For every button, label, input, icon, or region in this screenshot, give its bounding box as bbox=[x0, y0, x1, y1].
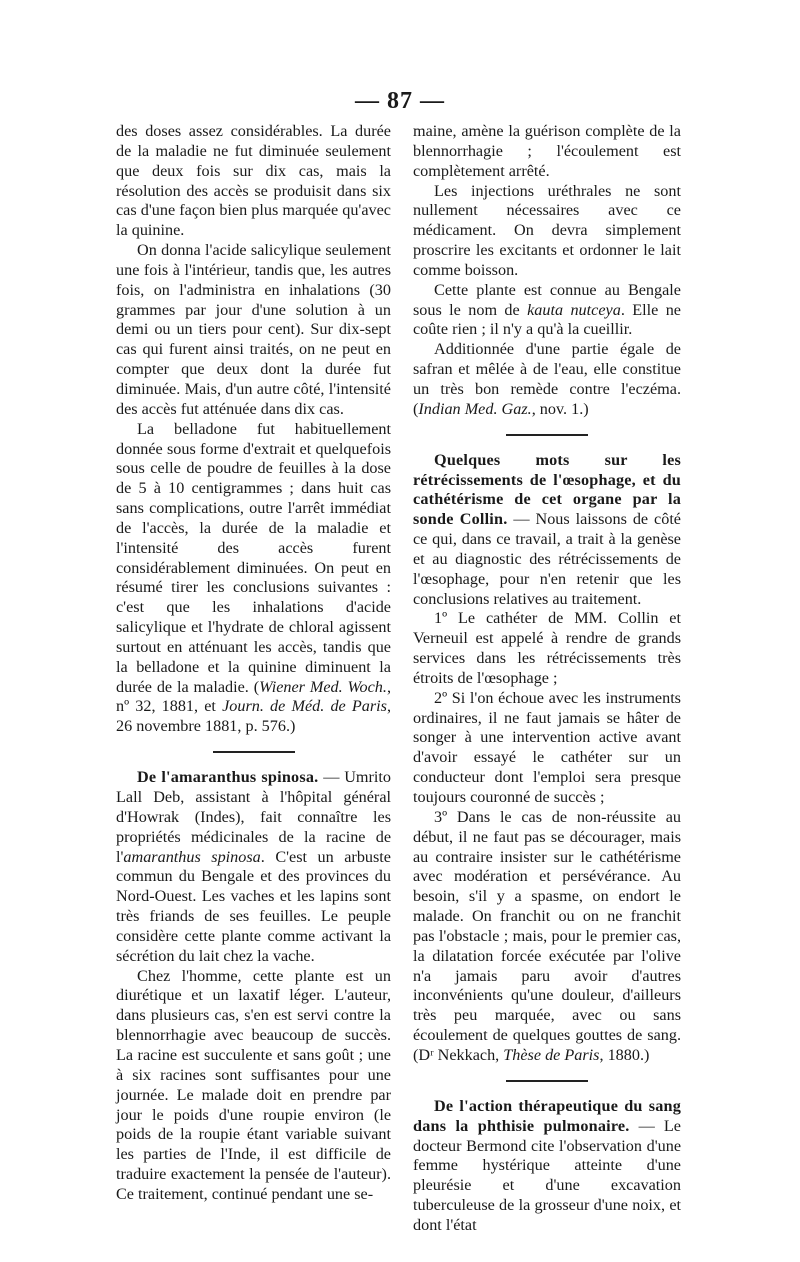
paragraph-text: — Nous laissons de côté ce qui, dans ce travail, a trait à la genèse et au diagnostic des rétrécissements de l'œsophage, pour n'en retenir que les conclusions relatives au traitement. bbox=[413, 510, 681, 608]
section-divider bbox=[213, 751, 295, 753]
paragraph bbox=[116, 768, 391, 966]
paragraph bbox=[413, 808, 681, 1066]
paragraph bbox=[413, 1097, 681, 1236]
paragraph-text: , 26 novembre 1881, p. 576.) bbox=[116, 697, 391, 736]
paragraph: des doses assez considérables. La durée de la maladie ne fut diminuée seulement que deux fois sur dix cas, mais la résolution des accès se produisit dans six cas d'une façon bien plus marquée qu'avec la quinine. bbox=[116, 122, 391, 240]
paragraph-text: — Umrito Lall Deb, assistant à l'hôpital général d'Howrak (Indes), fait connaître les propriétés médicinales de la racine de l' bbox=[116, 768, 391, 866]
page-number: — 87 — bbox=[355, 88, 445, 114]
paragraph: Les injections uréthrales ne sont nullement nécessaires avec ce médicament. On devra simplement proscrire les excitants et ordonner le lait comme boisson. bbox=[413, 181, 681, 279]
paragraph bbox=[413, 340, 681, 419]
paragraph-text: , 1880.) bbox=[599, 1045, 650, 1064]
latin-name: amaranthus spinosa bbox=[123, 847, 261, 866]
paragraph-text: Additionnée d'une partie égale de safran et mêlée à de l'eau, elle constitue un très bon remède contre l'eczéma. ( bbox=[413, 340, 681, 418]
section-divider bbox=[506, 1080, 588, 1082]
paragraph-text: . Elle ne coûte rien ; il n'y a qu'à la cueillir. bbox=[413, 300, 681, 339]
paragraph-text: . C'est un arbuste commun du Bengale et des provinces du Nord-Ouest. Les vaches et les lapins sont très friands de ses feuilles. Le peuple considère cette plante comme activant la sécrétion du lait chez la vache. bbox=[116, 847, 391, 965]
paragraph: 1º Le cathéter de MM. Collin et Verneuil est appelé à rendre de grands services dans les rétrécissements très étroits de l'œsophage ; bbox=[413, 609, 681, 687]
paragraph-text: 3º Dans le cas de non-réussite au début, il ne faut pas se décourager, mais au contraire insister sur le cathétérisme avec modération et persévérance. Au besoin, s'il y a spasme, on endort le malade. On franchit ou on ne franchit pas l'obstacle ; mais, pour le premier cas, la dilatation forcée exécutée par l'olive n'a jamais paru avoir d'autres inconvénients qu'une douleur, d'ailleurs très peu marquée, avec ou sans écoulement de quelques gouttes de sang. (Dʳ Nekkach, bbox=[413, 807, 681, 1064]
paragraph: maine, amène la guérison complète de la blennorrhagie ; l'écoulement est complètement arrêté. bbox=[413, 122, 681, 180]
left-column bbox=[116, 122, 391, 1205]
paragraph-text: La belladone fut habituellement donnée sous forme d'extrait et quelquefois sous celle de poudre de feuilles à la dose de 5 à 10 centigrammes ; dans huit cas sans complications, outre l'arrêt immédiat de l'accès, la durée de la maladie et l'intensité des accès furent considérablement diminuées. On peut en résumé tirer les conclusions suivantes : c'est que les inhalations d'acide salicylique et l'hydrate de chloral agissent surtout en atténuant les accès, tandis que la belladone et la quinine diminuent la durée de la maladie. ( bbox=[116, 419, 391, 696]
right-column bbox=[413, 122, 681, 1236]
section-heading: De l'action thérapeutique du sang dans la phthisie pulmonaire. bbox=[413, 1096, 681, 1135]
paragraph-text: Cette plante est connue au Bengale sous le nom de bbox=[413, 280, 681, 319]
paragraph bbox=[413, 281, 681, 341]
paragraph bbox=[413, 451, 681, 610]
paragraph: On donna l'acide salicylique seulement une fois à l'intérieur, tandis que, les autres fois, on l'administra en inhalations (30 grammes par jour d'une solution à un demi ou un tiers pour cent). Sur dix-sept cas qui furent ainsi traités, on ne peut en compter que deux dont la durée fut diminuée. Mais, d'un autre côté, l'intensité des accès fut atténuée dans dix cas. bbox=[116, 241, 391, 418]
paragraph: 2º Si l'on échoue avec les instruments ordinaires, il ne faut jamais se hâter de songer à une intervention active avant d'avoir essayé le cathéter sur un conducteur dont l'emploi sera presque toujours couronné de succès ; bbox=[413, 688, 681, 806]
paragraph-text: — Le docteur Bermond cite l'observation d'une femme hystérique atteinte d'une pleurésie et d'une excavation tuberculeuse de la grosseur d'une noix, et dont l'état bbox=[413, 1116, 681, 1234]
paragraph: Chez l'homme, cette plante est un diurétique et un laxatif léger. L'auteur, dans plusieurs cas, s'en est servi contre la blennorrhagie avec beaucoup de succès. La racine est succulente et sans goût ; une à six racines sont suffisantes pour une journée. Le malade doit en prendre par jour le poids d'une roupie environ (le poids de la roupie étant variable suivant les parties de l'Inde, il est difficile de traduire exactement la pensée de l'auteur). Ce traitement, continué pendant une se- bbox=[116, 966, 391, 1203]
citation: Wiener Med. Woch. bbox=[259, 677, 387, 696]
paragraph bbox=[116, 420, 391, 738]
plant-name: kauta nutceya bbox=[527, 300, 621, 319]
paragraph-text: , nov. 1.) bbox=[531, 399, 589, 418]
section-heading: De l'amaranthus spinosa. bbox=[137, 768, 319, 787]
citation: Journ. de Méd. de Paris bbox=[222, 697, 387, 716]
paragraph-text: , nº 32, 1881, et bbox=[116, 677, 391, 716]
citation: Thèse de Paris bbox=[503, 1045, 600, 1064]
section-heading: Quelques mots sur les rétrécissements de l'œsophage, et du cathétérisme de cet organe par la sonde Collin. bbox=[413, 450, 681, 529]
citation: Indian Med. Gaz. bbox=[418, 399, 532, 418]
section-divider bbox=[506, 434, 588, 436]
